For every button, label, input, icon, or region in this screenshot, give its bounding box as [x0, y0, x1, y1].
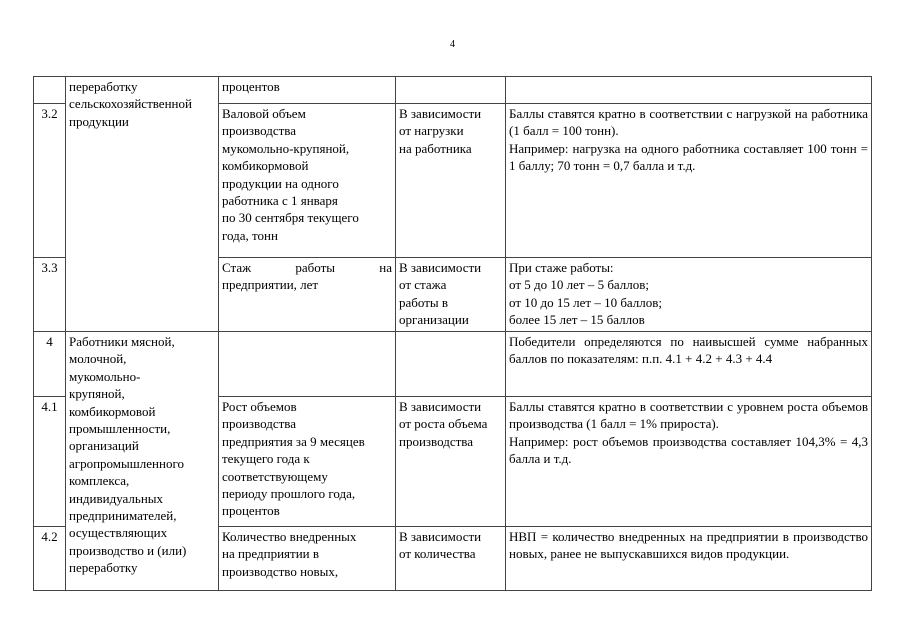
condition-line: организации: [399, 312, 469, 328]
rule-paragraph: НВП = количество внедренных на предприятии в производство новых, ранее не выпускавшихся видов продукции.: [509, 529, 868, 562]
indicator-line: процентов: [222, 503, 280, 519]
indicator-line: предприятия за 9 месяцев: [222, 433, 365, 449]
group-line: переработку: [69, 79, 138, 94]
indicator-line: текущего года к: [222, 451, 310, 467]
indicator-line: производство новых,: [222, 563, 339, 579]
row-number: 4.2: [34, 527, 66, 591]
indicator-cell: [219, 258, 396, 332]
condition-cell: [396, 332, 506, 397]
group-line: агропромышленного: [69, 455, 184, 471]
condition-line: работы в: [399, 294, 449, 310]
rule-cell: [506, 397, 872, 527]
indicator-line: Рост объемов: [222, 399, 297, 414]
condition-line: от количества: [399, 546, 476, 562]
rule-line: от 5 до 10 лет – 5 баллов;: [509, 277, 650, 293]
rule-paragraph: Баллы ставятся кратно в соответствии с уровнем роста объемов производства (1 балл = 1% прироста).: [509, 399, 868, 432]
indicator-line: Валовой объем: [222, 106, 306, 121]
group-line: промышленности,: [69, 421, 171, 437]
condition-line: от стажа: [399, 277, 447, 293]
condition-line: В зависимости: [399, 529, 482, 544]
indicator-line: работника с 1 января: [222, 193, 338, 209]
indicator-line: Количество внедренных: [222, 529, 357, 544]
condition-line: В зависимости: [399, 106, 482, 121]
rule-cell: [506, 258, 872, 332]
indicator-line: года, тонн: [222, 227, 278, 243]
group-line: осуществляющих: [69, 525, 168, 541]
condition-cell: [396, 258, 506, 332]
row-number: 4: [34, 332, 66, 397]
condition-line: от роста объема: [399, 416, 488, 432]
indicator-cell: [219, 527, 396, 591]
indicator-cell: [219, 332, 396, 397]
rule-paragraph: Баллы ставятся кратно в соответствии с нагрузкой на работника (1 балл = 100 тонн).: [509, 106, 868, 139]
group-line: производство и (или): [69, 542, 187, 558]
group-cell-processing: [66, 77, 219, 332]
row-number: [34, 77, 66, 104]
condition-line: производства: [399, 433, 474, 449]
rule-cell: [506, 332, 872, 397]
indicator-line: мукомольно-крупяной,: [222, 140, 350, 156]
rule-paragraph: Например: рост объемов производства составляет 104,3% = 4,3 балла и т.д.: [509, 433, 868, 467]
group-line: молочной,: [69, 351, 127, 367]
row-number: 3.2: [34, 104, 66, 258]
indicator-line: соответствующему: [222, 468, 328, 484]
condition-cell: [396, 527, 506, 591]
rule-cell: [506, 77, 872, 104]
condition-line: В зависимости: [399, 260, 482, 275]
group-line: продукции: [69, 113, 129, 129]
table-row: [34, 332, 872, 397]
group-line: мукомольно-: [69, 368, 141, 384]
indicator-line: производства: [222, 123, 297, 139]
indicator-line: процентов: [222, 79, 280, 94]
criteria-table: [33, 76, 872, 591]
indicator-line: периоду прошлого года,: [222, 486, 356, 502]
indicator-line: производства: [222, 416, 297, 432]
group-line: предпринимателей,: [69, 508, 177, 524]
rule-paragraph: Победители определяются по наивысшей сумме набранных баллов по показателям: п.п. 4.1 + 4.2 + 4.3 + 4.4: [509, 334, 868, 367]
indicator-line: предприятии, лет: [222, 277, 319, 293]
group-cell-workers: [66, 332, 219, 591]
rule-line: более 15 лет – 15 баллов: [509, 312, 645, 328]
group-line: Работники мясной,: [69, 334, 175, 349]
row-number: 4.1: [34, 397, 66, 527]
rule-line: от 10 до 15 лет – 10 баллов;: [509, 294, 663, 310]
group-line: комплекса,: [69, 473, 130, 489]
group-line: индивидуальных: [69, 490, 164, 506]
group-line: организаций: [69, 438, 139, 454]
group-line: переработку: [69, 560, 138, 576]
row-number: 3.3: [34, 258, 66, 332]
indicator-line: по 30 сентября текущего: [222, 210, 359, 226]
rule-cell: [506, 104, 872, 258]
condition-line: на работника: [399, 140, 472, 156]
indicator-cell: [219, 77, 396, 104]
condition-cell: [396, 104, 506, 258]
condition-line: от нагрузки: [399, 123, 464, 139]
condition-cell: [396, 397, 506, 527]
rule-paragraph: Например: нагрузка на одного работника составляет 100 тонн = 1 баллу; 70 тонн = 0,7 балла и т.д.: [509, 140, 868, 174]
condition-cell: [396, 77, 506, 104]
group-line: крупяной,: [69, 386, 125, 402]
indicator-line: на предприятии в: [222, 546, 320, 562]
indicator-line: комбикормовой: [222, 158, 309, 174]
group-line: комбикормовой: [69, 403, 156, 419]
group-line: сельскохозяйственной: [69, 96, 192, 112]
rule-line: При стаже работы:: [509, 260, 614, 275]
indicator-line: продукции на одного: [222, 175, 339, 191]
table-row: [34, 77, 872, 104]
indicator-line: Стаж работы на: [222, 260, 392, 275]
rule-cell: [506, 527, 872, 591]
page-number: 4: [450, 39, 455, 50]
condition-line: В зависимости: [399, 399, 482, 414]
indicator-cell: [219, 397, 396, 527]
indicator-cell: [219, 104, 396, 258]
